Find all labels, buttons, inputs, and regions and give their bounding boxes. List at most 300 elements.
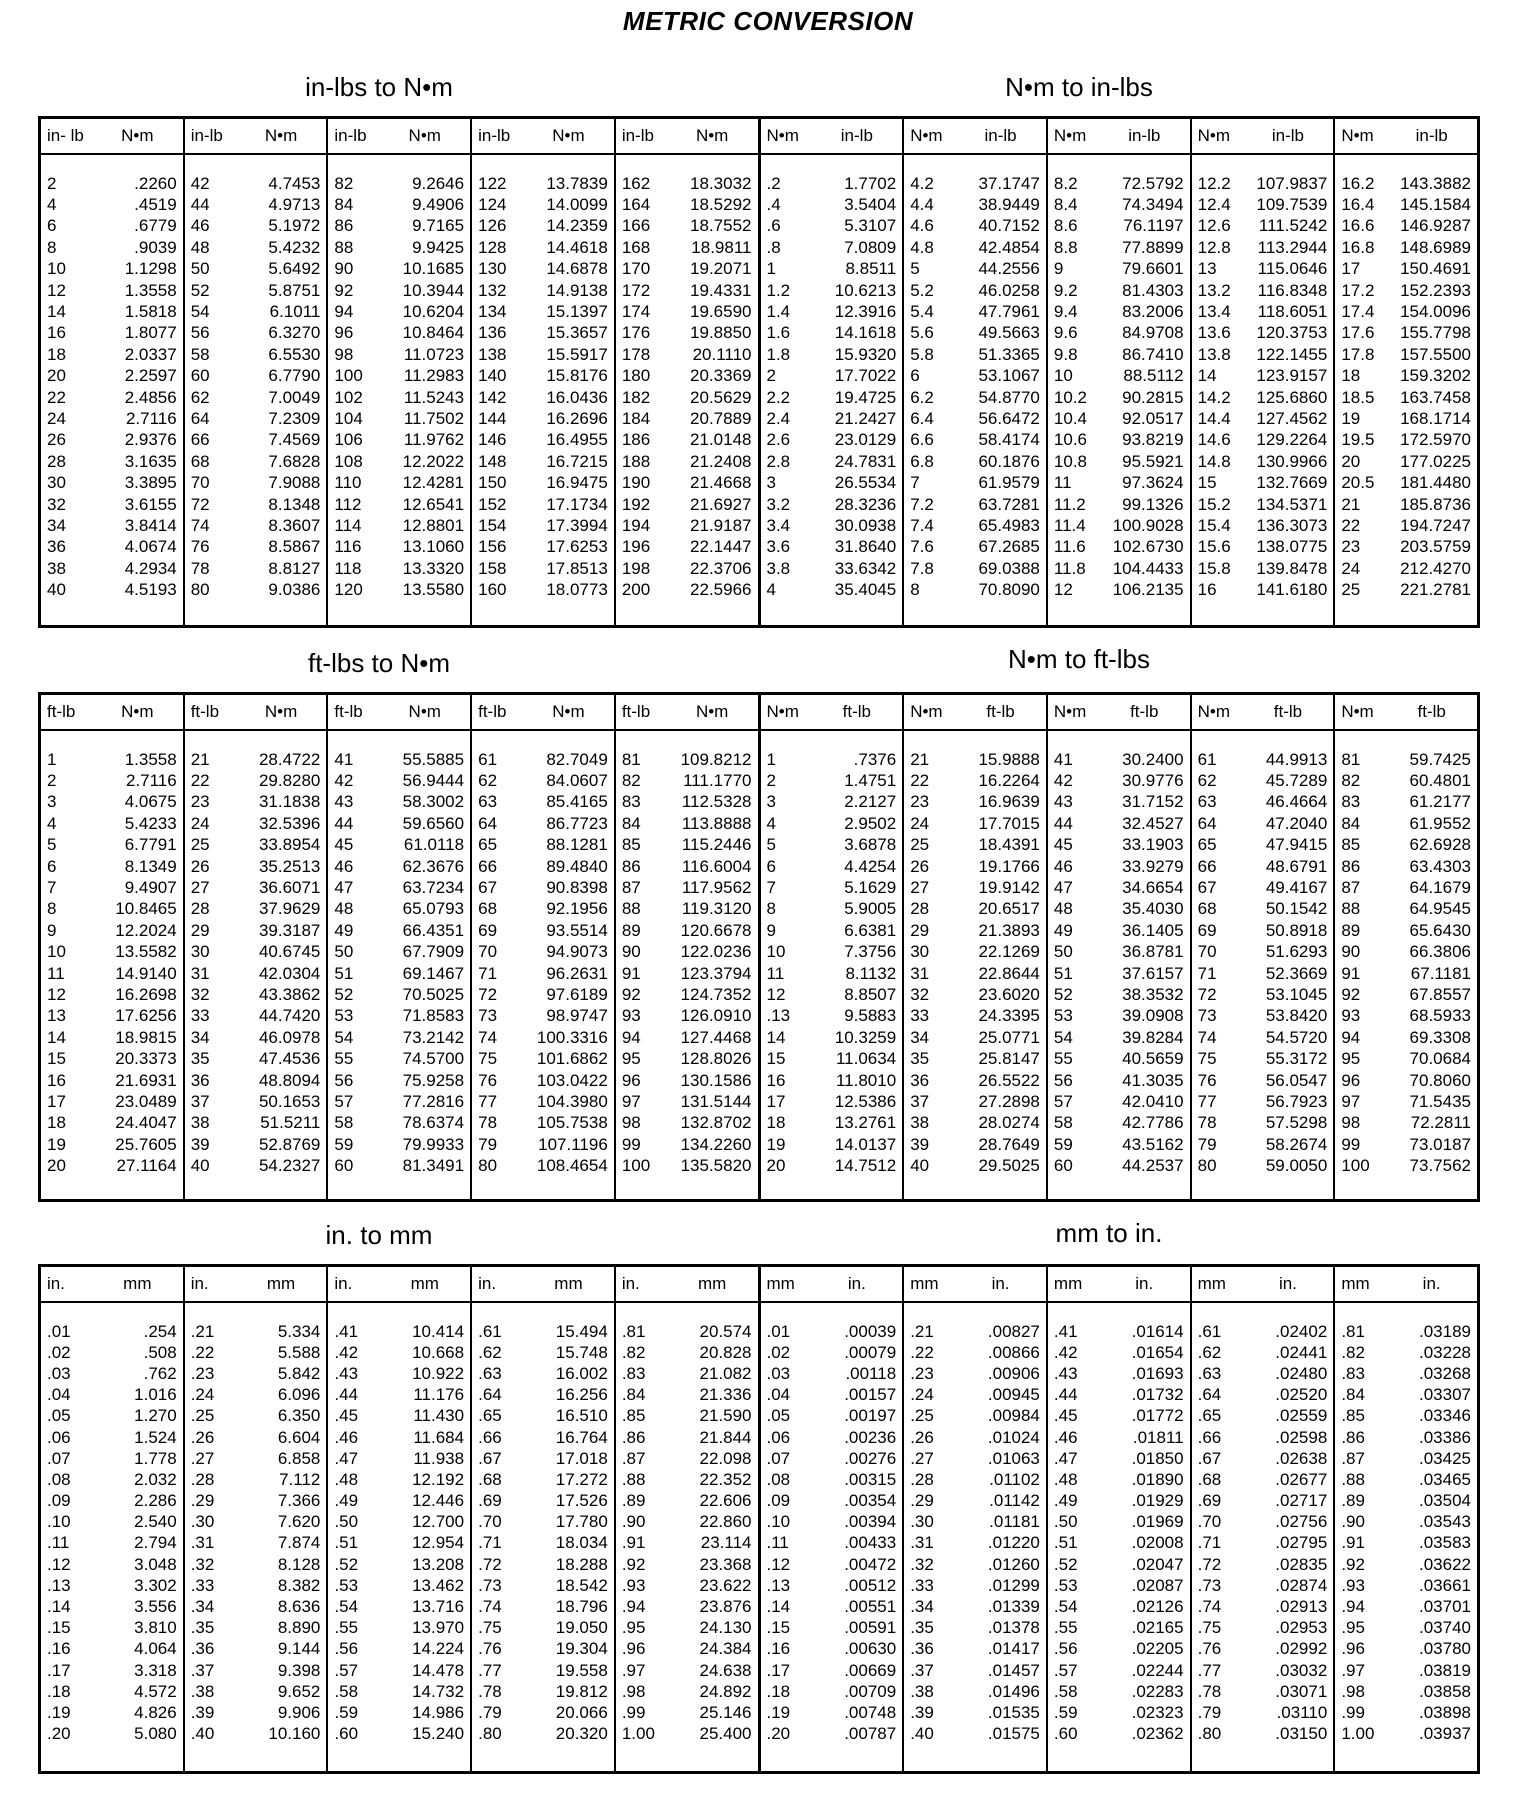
table-cell: 59.7425 — [1409, 749, 1471, 769]
table-cell: 22 — [1341, 515, 1361, 535]
table-cell: .13 — [766, 1575, 791, 1595]
table-row — [616, 216, 758, 237]
table-row — [904, 194, 1046, 215]
table-cell: 19 — [47, 1134, 66, 1154]
table-cell: .86 — [1341, 1427, 1365, 1447]
table-row — [1192, 770, 1334, 791]
table-cell: 64 — [478, 813, 498, 833]
table-row — [1048, 451, 1190, 472]
table-cell: 11 — [47, 963, 65, 983]
table-cell: 102 — [334, 387, 363, 407]
table-cell: 118.6051 — [1257, 302, 1328, 322]
table-cell: .01890 — [1131, 1469, 1184, 1489]
table-row — [904, 1448, 1046, 1469]
column-header-row — [761, 1267, 903, 1303]
column-header-row — [1048, 1267, 1190, 1303]
table-cell: 126.0910 — [680, 1006, 752, 1026]
table-row — [1048, 280, 1190, 301]
column-header-row — [328, 119, 470, 155]
table-row — [328, 1027, 470, 1048]
table-row — [41, 942, 183, 963]
table-cell: .14 — [766, 1597, 791, 1617]
section-title-nm-ftlb: N•m to ft-lbs — [1007, 644, 1150, 674]
table-row — [328, 1469, 470, 1490]
table-cell: 32 — [47, 494, 66, 514]
table-cell: 18.4391 — [978, 835, 1040, 855]
table-cell: 7.4 — [910, 515, 934, 535]
table-cell: 12.6541 — [402, 494, 465, 514]
table-row — [185, 366, 327, 387]
table-cell: .71 — [1197, 1533, 1222, 1553]
table-row — [472, 920, 614, 941]
table-cell: 8.1132 — [845, 963, 897, 983]
table-cell: 181.4480 — [1400, 473, 1471, 493]
table-cell: 8.2 — [1053, 173, 1078, 193]
table-row — [761, 558, 903, 579]
table-row — [185, 1639, 327, 1660]
table-cell: 2 — [47, 173, 57, 193]
table-cell: .43 — [1053, 1363, 1078, 1383]
table-cell: .72 — [478, 1554, 502, 1574]
table-row — [1048, 1639, 1190, 1660]
table-row — [328, 1512, 470, 1533]
table-row — [472, 259, 614, 280]
table-cell: .01024 — [987, 1427, 1040, 1447]
table-cell: 74.5700 — [402, 1049, 465, 1069]
table-cell: 45 — [1053, 835, 1073, 855]
table-cell: 26 — [47, 430, 66, 450]
table-cell: 126 — [478, 216, 507, 236]
table-row — [761, 1512, 903, 1533]
table-row — [761, 1048, 903, 1069]
table-cell: 10 — [1053, 366, 1073, 386]
table-cell: .77 — [1197, 1660, 1222, 1680]
table-cell: 78 — [478, 1113, 498, 1133]
table-cell: .62 — [1197, 1342, 1222, 1362]
table-cell: 36.8781 — [1122, 942, 1184, 962]
table-row — [1192, 558, 1334, 579]
table-cell: 16 — [1197, 580, 1217, 600]
table-cell: 21.3893 — [978, 920, 1040, 940]
table-cell: 71 — [478, 963, 498, 983]
table-row — [1048, 216, 1190, 237]
table-cell: 28.0274 — [978, 1113, 1040, 1133]
table-cell: 46.0258 — [978, 280, 1040, 300]
column-header: in. — [991, 1274, 1010, 1293]
table-cell: 8.3607 — [268, 515, 321, 535]
table-cell: 44 — [190, 195, 210, 215]
table-row — [328, 173, 470, 194]
table-row — [1192, 451, 1334, 472]
table-cell: .58 — [1053, 1681, 1078, 1701]
table-cell: 64 — [190, 408, 210, 428]
table-row — [1192, 1681, 1334, 1702]
table-cell: 11.176 — [413, 1385, 465, 1405]
table-row — [1048, 1618, 1190, 1639]
table-row — [328, 1006, 470, 1027]
table-row — [1192, 1048, 1334, 1069]
table-row — [904, 1091, 1046, 1112]
table-cell: 35.4030 — [1122, 899, 1184, 919]
table-row — [1048, 173, 1190, 194]
table-row — [328, 877, 470, 898]
table-cell: .03228 — [1419, 1342, 1471, 1362]
column-header: N•m — [1053, 126, 1087, 145]
column-body — [41, 731, 183, 1199]
table-row — [328, 558, 470, 579]
table-row — [1048, 770, 1190, 791]
table-cell: 4 — [766, 813, 776, 833]
table-cell: 16.4 — [1341, 195, 1375, 215]
table-row — [41, 899, 183, 920]
column-header: mm — [1341, 1274, 1370, 1293]
table-cell: .55 — [1053, 1618, 1078, 1638]
table-cell: .00315 — [844, 1469, 897, 1489]
table-row — [1048, 1448, 1190, 1469]
table-cell: .03543 — [1419, 1512, 1471, 1532]
table-cell: 12.2024 — [115, 920, 177, 940]
table-cell: 61 — [1197, 749, 1217, 769]
table-cell: 5.1972 — [268, 216, 321, 236]
table-row — [904, 451, 1046, 472]
table-row — [1335, 1027, 1477, 1048]
table-cell: .02 — [766, 1342, 791, 1362]
column-body — [761, 731, 903, 1199]
table-cell: 86 — [621, 856, 641, 876]
table-row — [904, 366, 1046, 387]
table-row — [1335, 1575, 1477, 1596]
table-cell: 158 — [478, 558, 507, 578]
table-row — [185, 280, 327, 301]
table-row — [328, 344, 470, 365]
table-cell: 109.8212 — [680, 749, 752, 769]
table-cell: 154.0096 — [1400, 302, 1471, 322]
table-cell: 16.256 — [555, 1385, 608, 1405]
table-cell: 14 — [47, 302, 66, 322]
table-cell: 23.6020 — [978, 984, 1040, 1004]
table-cell: 79 — [478, 1134, 498, 1154]
column-header: N•m — [552, 126, 585, 145]
table-cell: 15.6 — [1197, 537, 1231, 557]
table-cell: .01457 — [987, 1660, 1040, 1680]
table-cell: 86.7723 — [546, 813, 608, 833]
table-cell: 63.7234 — [402, 878, 465, 898]
table-cell: 8 — [47, 899, 57, 919]
table-row — [41, 537, 183, 558]
table-cell: 6.7791 — [124, 835, 177, 855]
table-cell: 46 — [1053, 856, 1073, 876]
table-cell: .13 — [47, 1575, 71, 1595]
table-row — [904, 494, 1046, 515]
table-cell: .73 — [1197, 1575, 1222, 1595]
table-cell: .03071 — [1275, 1681, 1328, 1701]
table-row — [1335, 216, 1477, 237]
table-cell: .49 — [1053, 1491, 1078, 1511]
table-cell: .68 — [478, 1469, 502, 1489]
table-row — [1192, 1554, 1334, 1575]
table-cell: 69.1467 — [402, 963, 465, 983]
table-cell: 20.828 — [699, 1342, 752, 1362]
table-cell: 20.320 — [555, 1724, 608, 1744]
table-row — [616, 1427, 758, 1448]
table-row — [472, 1533, 614, 1554]
table-cell: 88 — [621, 899, 641, 919]
table-row — [41, 1554, 183, 1575]
column-body — [1335, 155, 1477, 625]
table-row — [41, 173, 183, 194]
column-body — [185, 155, 327, 625]
table-row — [328, 1406, 470, 1427]
table-cell: 134 — [478, 302, 507, 322]
table-cell: 105.7538 — [536, 1113, 608, 1133]
table-cell: 116 — [334, 537, 362, 557]
table-row — [41, 1533, 183, 1554]
table-row — [185, 1724, 327, 1745]
table-cell: 11.0634 — [835, 1049, 897, 1069]
page-title: METRIC CONVERSION — [622, 6, 914, 36]
table-row — [1192, 792, 1334, 813]
table-cell: 63 — [478, 792, 498, 812]
table-cell: 25.8147 — [978, 1049, 1040, 1069]
table-row — [1048, 1006, 1190, 1027]
table-row — [472, 1660, 614, 1681]
column-group — [761, 119, 903, 625]
table-cell: 53 — [1053, 1006, 1073, 1026]
column-header: in. — [1422, 1274, 1441, 1293]
table-cell: 13 — [47, 1006, 66, 1026]
table-cell: 1 — [766, 259, 776, 279]
table-cell: 90 — [1341, 942, 1361, 962]
table-cell: 15 — [47, 1049, 66, 1069]
table-cell: 11.6 — [1053, 537, 1086, 557]
table-cell: 19 — [766, 1134, 786, 1154]
column-group — [326, 695, 470, 1199]
table-cell: .97 — [621, 1660, 646, 1680]
table-cell: 10.3944 — [402, 280, 465, 300]
table-cell: 54 — [190, 302, 210, 322]
table-row — [328, 1554, 470, 1575]
table-cell: 76.1197 — [1123, 216, 1184, 236]
table-row — [1192, 494, 1334, 515]
table-cell: 68 — [190, 451, 210, 471]
table-cell: 12.3916 — [834, 302, 897, 322]
table-row — [1192, 1639, 1334, 1660]
column-header: ft-lb — [1130, 702, 1159, 721]
table-cell: 25 — [1341, 580, 1361, 600]
table-cell: 76 — [478, 1070, 498, 1090]
table-cell: 49.5663 — [978, 323, 1040, 343]
column-header: in. — [1135, 1274, 1154, 1293]
table-cell: 146 — [478, 430, 507, 450]
table-cell: 148.6989 — [1400, 237, 1471, 257]
table-cell: .64 — [1197, 1385, 1222, 1405]
table-row — [1048, 1427, 1190, 1448]
table-row — [1048, 792, 1190, 813]
table-row — [904, 558, 1046, 579]
table-cell: .22 — [190, 1342, 215, 1362]
column-header-row — [41, 119, 183, 155]
table-cell: 71 — [1197, 963, 1217, 983]
table-cell: 18.288 — [555, 1554, 608, 1574]
table-cell: 17.7015 — [978, 813, 1040, 833]
column-body — [1192, 1303, 1334, 1771]
table-cell: .4519 — [134, 195, 177, 215]
table-cell: 125.6860 — [1256, 387, 1328, 407]
table-cell: 16.764 — [555, 1427, 608, 1447]
table-cell: 50 — [334, 942, 354, 962]
table-row — [472, 1512, 614, 1533]
table-cell: 70.5025 — [402, 984, 465, 1004]
table-cell: 52 — [334, 984, 354, 1004]
table-row — [1335, 877, 1477, 898]
table-cell: .27 — [910, 1448, 934, 1468]
table-row — [1335, 237, 1477, 258]
column-body — [904, 731, 1046, 1199]
table-row — [761, 770, 903, 791]
table-cell: .90 — [621, 1512, 646, 1532]
table-cell: 6.2 — [910, 387, 934, 407]
table-cell: 65.0793 — [402, 899, 465, 919]
table-row — [185, 1618, 327, 1639]
table-cell: .25 — [910, 1406, 934, 1426]
table-cell: 78.6374 — [402, 1113, 465, 1133]
table-row — [1192, 579, 1334, 600]
table-row — [761, 259, 903, 280]
table-cell: 157.5500 — [1400, 344, 1471, 364]
table-cell: 176 — [621, 323, 651, 343]
table-cell: 21.0148 — [690, 430, 752, 450]
table-cell: 19.9142 — [978, 878, 1040, 898]
table-row — [1192, 1427, 1334, 1448]
table-cell: 139.8478 — [1256, 558, 1328, 578]
table-row — [616, 1448, 758, 1469]
table-cell: 19 — [1341, 408, 1361, 428]
table-row — [328, 451, 470, 472]
table-cell: 184 — [621, 408, 651, 428]
table-cell: 30 — [910, 942, 930, 962]
column-header: ft-lb — [334, 702, 363, 721]
table-cell: 85.4165 — [546, 792, 608, 812]
table-cell: 12.2 — [1197, 173, 1231, 193]
table-cell: 127.4562 — [1256, 408, 1328, 428]
table-row — [185, 558, 327, 579]
column-header: ft-lb — [478, 702, 507, 721]
table-cell: 1.3558 — [124, 280, 177, 300]
table-cell: 2.4856 — [124, 387, 177, 407]
column-header: N•m — [766, 126, 799, 145]
table-cell: 7.3756 — [844, 942, 897, 962]
column-header: N•m — [121, 702, 154, 721]
column-group — [183, 119, 327, 625]
table-cell: .72 — [1197, 1554, 1222, 1574]
table-row — [328, 899, 470, 920]
table-row — [1335, 259, 1477, 280]
table-row — [1048, 1533, 1190, 1554]
table-cell: 2.7116 — [125, 771, 177, 791]
table-cell: 18 — [47, 344, 66, 364]
column-header: N•m — [1053, 702, 1087, 721]
table-cell: 34.6654 — [1122, 878, 1184, 898]
table-cell: .77 — [478, 1660, 502, 1680]
table-row — [41, 1070, 183, 1091]
table-cell: 10.160 — [268, 1724, 321, 1744]
table-row — [616, 1660, 758, 1681]
table-row — [1192, 1660, 1334, 1681]
table-row — [904, 1027, 1046, 1048]
table-row — [1335, 1660, 1477, 1681]
table-cell: 22 — [190, 771, 210, 791]
table-cell: 98 — [621, 1113, 641, 1133]
table-cell: 21.6931 — [115, 1070, 177, 1090]
column-header: in-lb — [1415, 126, 1448, 145]
table-row — [616, 1724, 758, 1745]
table-cell: 3 — [47, 792, 57, 812]
table-cell: 25.400 — [699, 1724, 752, 1744]
table-cell: 49 — [1053, 920, 1073, 940]
table-row — [1192, 537, 1334, 558]
table-row — [761, 1533, 903, 1554]
table-row — [616, 558, 758, 579]
table-cell: .00118 — [845, 1363, 897, 1383]
table-row — [761, 1469, 903, 1490]
table-cell: 95 — [621, 1049, 641, 1069]
table-row — [1048, 344, 1190, 365]
table-cell: 52.3669 — [1265, 963, 1328, 983]
table-row — [328, 1321, 470, 1342]
table-cell: 36 — [47, 537, 66, 557]
table-row — [328, 749, 470, 770]
column-group — [41, 1267, 183, 1771]
table-row — [616, 1134, 758, 1155]
table-row — [616, 1681, 758, 1702]
table-row — [472, 1427, 614, 1448]
table-cell: 93.8219 — [1122, 430, 1184, 450]
table-cell: 25.0771 — [978, 1027, 1040, 1047]
table-row — [761, 1724, 903, 1745]
table-cell: 77.2816 — [402, 1091, 465, 1111]
table-cell: 162 — [621, 173, 651, 193]
table-cell: .45 — [1053, 1406, 1078, 1426]
table-row — [472, 1006, 614, 1027]
column-body — [1048, 155, 1190, 625]
table-row — [904, 1554, 1046, 1575]
table-cell: .14 — [47, 1597, 71, 1617]
table-row — [185, 1134, 327, 1155]
column-group — [1046, 695, 1190, 1199]
table-cell: 6 — [47, 856, 57, 876]
table-cell: 17.8513 — [546, 558, 608, 578]
table-row — [41, 494, 183, 515]
table-cell: .02 — [47, 1342, 71, 1362]
table-cell: 60 — [1053, 1156, 1073, 1176]
table-cell: 12.954 — [412, 1533, 465, 1553]
table-cell: 8.8127 — [268, 558, 321, 578]
table-cell: 91 — [621, 963, 641, 983]
table-cell: 13.2761 — [834, 1113, 897, 1133]
table-row — [1335, 1469, 1477, 1490]
table-cell: 58.4174 — [978, 430, 1040, 450]
table-cell: 22 — [910, 771, 930, 791]
table-cell: 15.2 — [1197, 494, 1231, 514]
table-cell: 12.8 — [1197, 237, 1231, 257]
table-ftlb-nm — [41, 695, 758, 1199]
table-cell: .02244 — [1131, 1660, 1184, 1680]
table-cell: 7.2309 — [268, 408, 321, 428]
column-group — [326, 1267, 470, 1771]
table-cell: 10.6213 — [834, 280, 897, 300]
table-cell: .40 — [190, 1724, 215, 1744]
table-row — [904, 344, 1046, 365]
